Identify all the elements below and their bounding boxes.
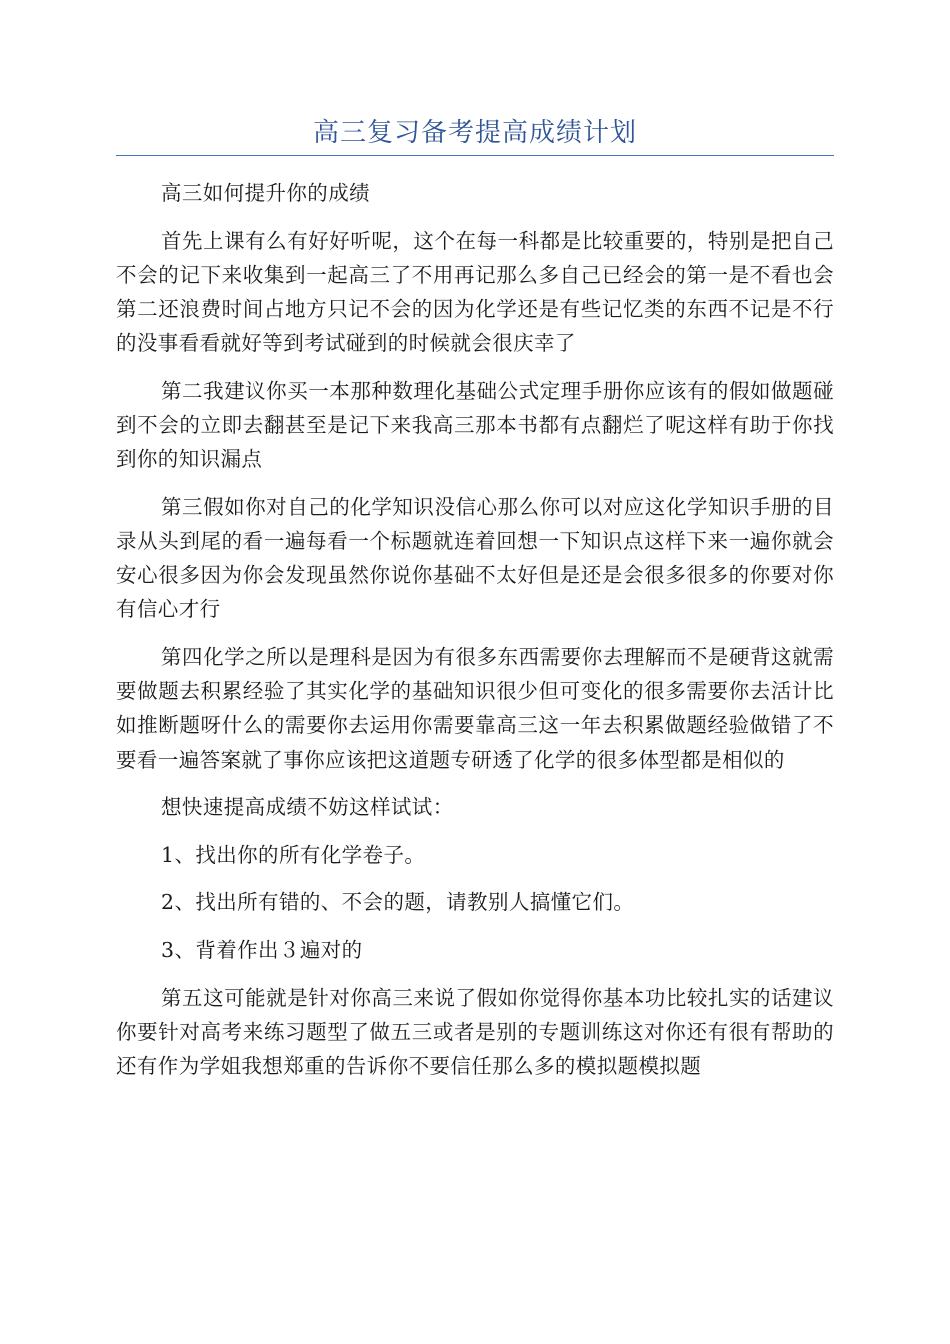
paragraph-fourth: 第四化学之所以是理科是因为有很多东西需要你去理解而不是硬背这就需要做题去积累经验了其实化学的基础知识很少但可变化的很多需要你去活计比如推断题呀什么的需要你去运用你需要靠高三这一年去积累做题经验做错了不要看一遍答案就了事你应该把这道题专研透了化学的很多体型都是相似的	[116, 645, 834, 772]
paragraph-fifth: 第五这可能就是针对你高三来说了假如你觉得你基本功比较扎实的话建议你要针对高考来练习题型了做五三或者是别的专题训练这对你还有很有帮助的还有作为学姐我想郑重的告诉你不要信任那么多的模拟题模拟题	[116, 985, 834, 1078]
paragraph-subtitle: 高三如何提升你的成绩	[161, 181, 370, 205]
document-body	[116, 176, 834, 1097]
document-title: 高三复习备考提高成绩计划	[312, 118, 637, 148]
list-item-2: 2、找出所有错的、不会的题，请教别人搞懂它们。	[161, 890, 635, 915]
list-item-3: 3、背着作出３遍对的	[161, 937, 363, 962]
paragraph-first: 首先上课有么有好好听呢，这个在每一科都是比较重要的，特别是把自己不会的记下来收集到一起高三了不用再记那么多自己已经会的第一是不看也会第二还浪费时间占地方只记不会的因为化学还是有些记忆类的东西不记是不行的没事看看就好等到考试碰到的时候就会很庆幸了	[116, 228, 834, 356]
list-item-1: 1、找出你的所有化学卷子。	[161, 842, 426, 867]
title-underline	[116, 155, 834, 156]
paragraph-third: 第三假如你对自己的化学知识没信心那么你可以对应这化学知识手册的目录从头到尾的看一遍每看一个标题就连着回想一下知识点这样下来一遍你就会安心很多因为你会发现虽然你说你基础不太好但是还是会很多很多的你要对你有信心才行	[116, 494, 834, 622]
paragraph-second: 第二我建议你买一本那种数理化基础公式定理手册你应该有的假如做题碰到不会的立即去翻甚至是记下来我高三那本书都有点翻烂了呢这样有助于你找到你的知识漏点	[116, 378, 834, 472]
paragraph-tips-intro: 想快速提高成绩不妨这样试试：	[161, 795, 454, 820]
